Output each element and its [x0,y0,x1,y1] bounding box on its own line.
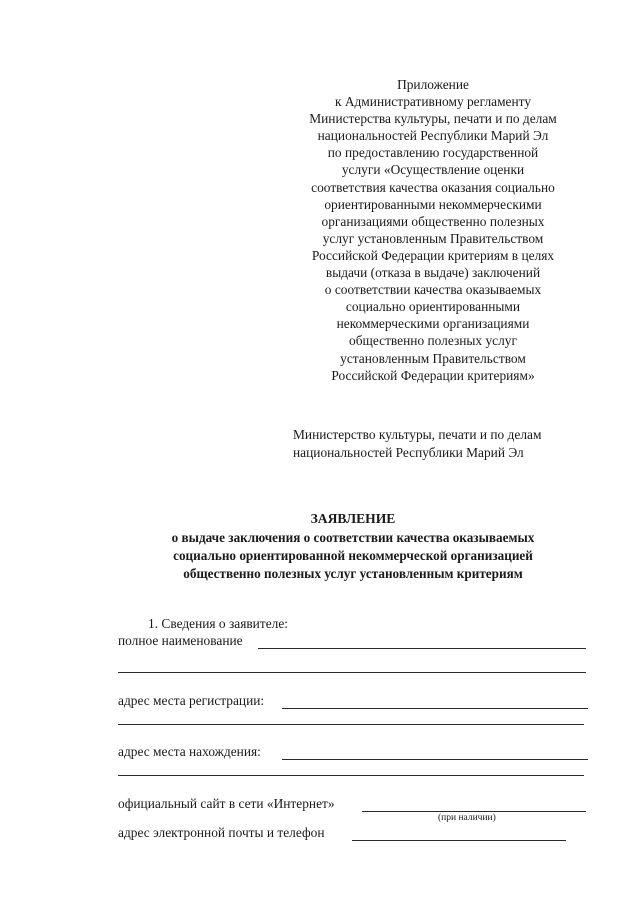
annex-line: Министерства культуры, печати и по делам [309,111,557,127]
title-main: ЗАЯВЛЕНИЕ [310,511,396,526]
reg-address-label: адрес места регистрации: [118,693,265,708]
reg-address-field[interactable] [282,708,588,709]
website-field[interactable] [362,811,586,812]
full-name-label: полное наименование [118,633,243,648]
section-heading-applicant: 1. Сведения о заявителе: [148,616,288,631]
annex-line: услуг установленным Правительством [322,230,544,246]
full-name-field[interactable] [258,648,586,649]
annex-line: социально ориентированными [345,299,521,315]
annex-header [288,76,578,384]
title-line: социально ориентированной некоммерческой организацией [173,548,533,563]
annex-line: услуги «Осуществление оценки [341,162,525,178]
annex-line: Российской Федерации критериям» [331,367,535,383]
location-address-field-continuation[interactable] [118,775,584,776]
recipient-block [293,426,593,461]
annex-line: соответствия качества оказания социально [311,179,555,195]
recipient-line: Министерство культуры, печати и по делам [293,427,542,442]
email-phone-field[interactable] [352,840,566,841]
annex-line: о соответствии качества оказываемых [324,282,542,298]
recipient-line: национальностей Республики Марий Эл [293,444,524,460]
annex-line: ориентированными некоммерческими [324,196,542,212]
full-name-field-continuation[interactable] [118,672,586,673]
annex-line: организациями общественно полезных [321,213,545,229]
annex-line: выдачи (отказа в выдаче) заключений [325,265,541,281]
annex-line: некоммерческими организациями [336,316,530,332]
website-hint: (при наличии) [438,813,496,823]
annex-line: по предоставлению государственной [327,145,539,161]
annex-line: Приложение [397,77,469,92]
title-line: общественно полезных услуг установленным критериям [183,566,523,581]
reg-address-field-continuation[interactable] [118,724,584,725]
title-line: о выдаче заключения о соответствии качества оказываемых [171,530,535,545]
email-phone-label: адрес электронной почты и телефон [118,825,325,840]
website-label: официальный сайт в сети «Интернет» [118,796,335,811]
annex-line: Российской Федерации критериям в целях [311,247,555,263]
annex-line: общественно полезных услуг [349,333,517,349]
annex-line: к Административному регламенту [334,94,532,110]
document-title [110,510,596,583]
location-address-field[interactable] [282,759,588,760]
annex-line: установленным Правительством [340,350,526,366]
location-address-label: адрес места нахождения: [118,744,261,759]
annex-line: национальностей Республики Марий Эл [317,128,549,144]
